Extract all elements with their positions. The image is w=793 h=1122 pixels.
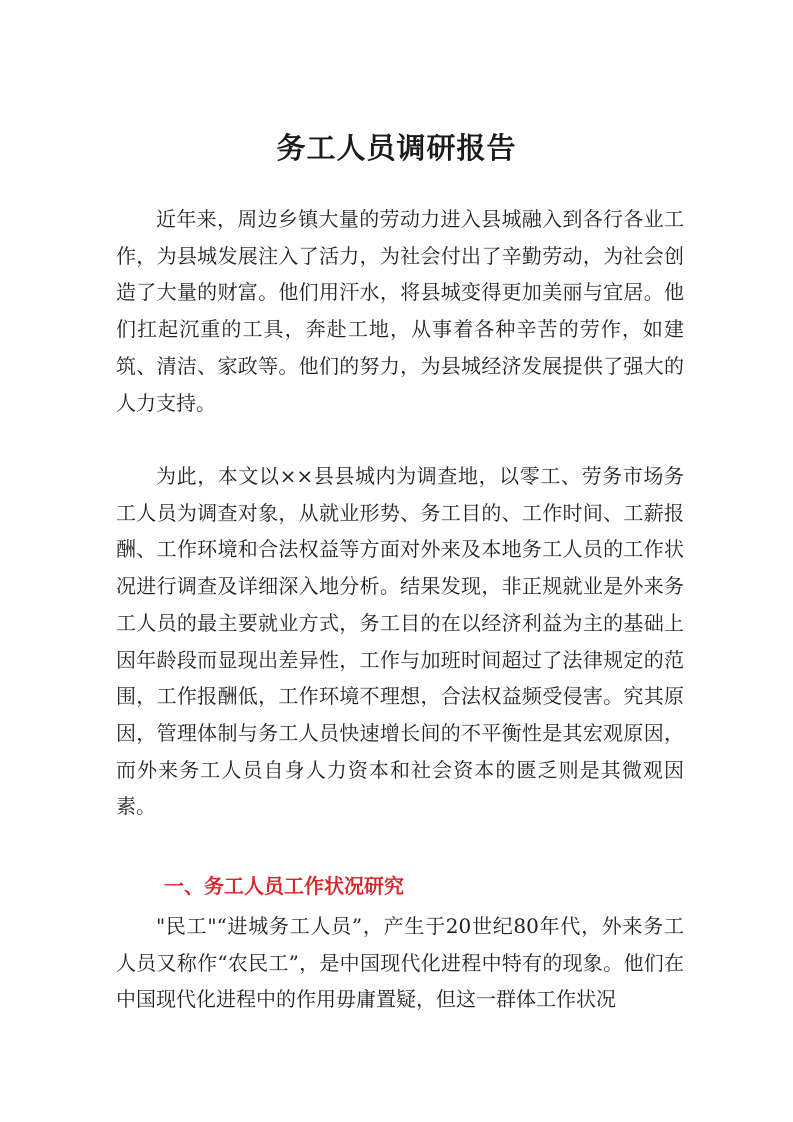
paragraph-summary xyxy=(116,458,684,825)
paragraph-section xyxy=(116,908,684,1018)
paragraph-text: 为此，本文以××县县城内为调查地，以零工、劳务市场务工人员为调查对象，从就业形势、务工目的、工作时间、工薪报酬、工作环境和合法权益等方面对外来及本地务工人员的工作状况进行调查及详细深入地分析。结果发现，非正规就业是外来务工人员的最主要就业方式，务工目的在以经济利益为主的基础上因年龄段而显现出差异性，工作与加班时间超过了法律规定的范围，工作报酬低，工作环境不理想，合法权益频受侵害。究其原因，管理体制与务工人员快速增长间的不平衡性是其宏观原因，而外来务工人员自身人力资本和社会资本的匮乏则是其微观因素。 xyxy=(116,464,684,819)
paragraph-text: "民工"“进城务工人员”，产生于20世纪80年代，外来务工人员又称作“农民工”，是中国现代化进程中特有的现象。他们在中国现代化进程中的作用毋庸置疑，但这一群体工作状况 xyxy=(116,914,684,1012)
document-title: 务工人员调研报告 xyxy=(276,131,517,165)
paragraph-text: 近年来，周边乡镇大量的劳动力进入县城融入到各行各业工作，为县城发展注入了活力，为社会付出了辛勤劳动，为社会创造了大量的财富。他们用汗水，将县城变得更加美丽与宜居。他们扛起沉重的工具，奔赴工地，从事着各种辛苦的劳作，如建筑、清洁、家政等。他们的努力，为县城经济发展提供了强大的人力支持。 xyxy=(116,207,684,415)
paragraph-intro xyxy=(116,201,684,421)
section-heading: 一、务工人员工作状况研究 xyxy=(164,874,404,898)
